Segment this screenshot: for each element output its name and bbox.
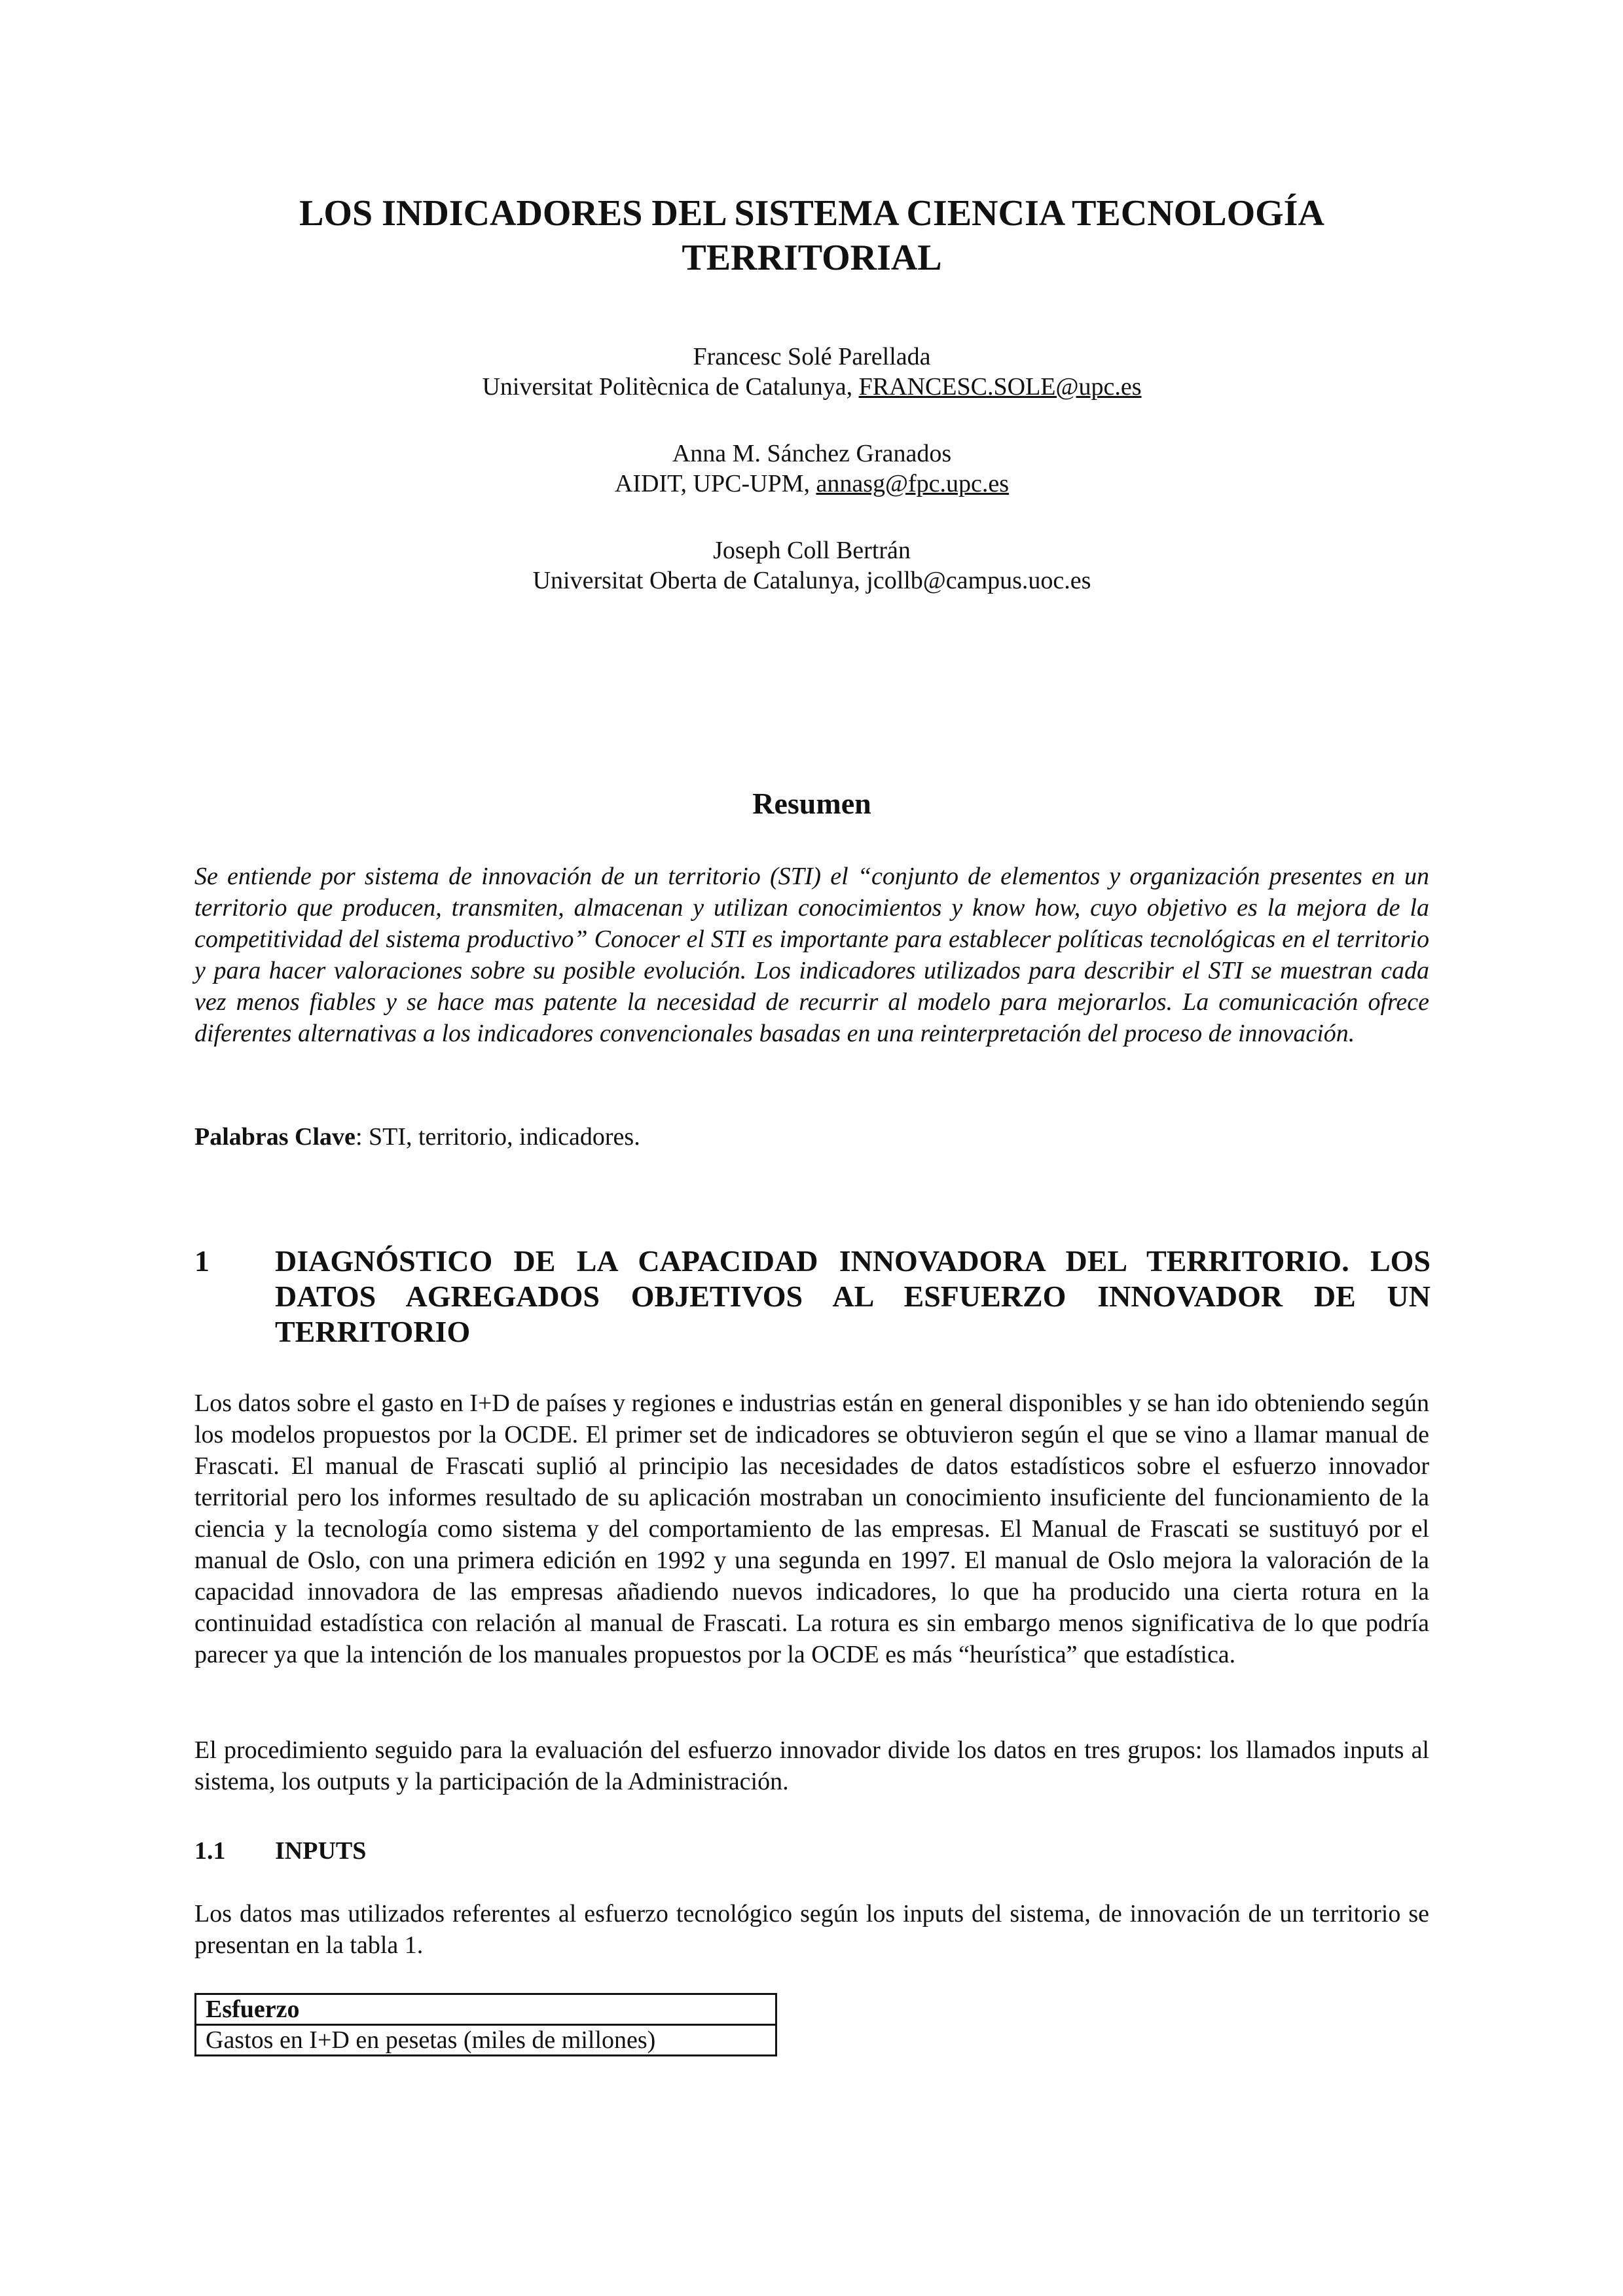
- keywords: [194, 1121, 1429, 1153]
- section-1-1-number: 1.1: [194, 1837, 226, 1865]
- section-1-paragraph-2: El procedimiento seguido para la evaluación del esfuerzo innovador divide los datos en tres grupos: los llamados inputs al sistema, los outputs y la participación de la Administración.: [194, 1736, 1429, 1795]
- section-1-paragraph-1: Los datos sobre el gasto en I+D de países y regiones e industrias están en general disponibles y se han ido obteniendo según los modelos propuestos por la OCDE. El primer set de indicadores se obtuvieron según el que se vino a llamar manual de Frascati. El manual de Frascati suplió al principio las necesidades de datos estadísticos sobre el esfuerzo innovador territorial pero los informes resultado de su aplicación mostraban un conocimiento insuficiente del funcionamiento de la ciencia y la tecnología como sistema y del comportamiento de las empresas. El Manual de Frascati se sustituyó por el manual de Oslo, con una primera edición en 1992 y una segunda en 1997. El manual de Oslo mejora la valoración de la capacidad innovadora de las empresas añadiendo nuevos indicadores, lo que ha producido una cierta rotura en la continuidad estadística con relación al manual de Frascati. La rotura es sin embargo menos significativa de lo que podría parecer ya que la intención de los manuales propuestos por la OCDE es más “heurística” que estadística.: [194, 1390, 1429, 1668]
- author-name: Anna M. Sánchez Granados: [672, 440, 952, 467]
- table-cell: Gastos en I+D en pesetas (miles de millones): [196, 2025, 776, 2056]
- author-name: Joseph Coll Bertrán: [713, 537, 911, 564]
- author-affiliation: AIDIT, UPC-UPM, annasg@fpc.upc.es: [614, 470, 1010, 497]
- author-email-link[interactable]: FRANCESC.SOLE@upc.es: [858, 373, 1142, 401]
- author-email: jcollb@campus.uoc.es: [866, 567, 1091, 594]
- author-1: [196, 342, 1427, 402]
- section-1-number: 1: [194, 1244, 210, 1278]
- author-affiliation: Universitat Oberta de Catalunya, jcollb@campus.uoc.es: [532, 567, 1091, 594]
- section-1-title: DIAGNÓSTICO DE LA CAPACIDAD INNOVADORA DEL TERRITORIO. LOS DATOS AGREGADOS OBJETIVOS AL ESFUERZO INNOVADOR DE UN TERRITORIO: [275, 1244, 1431, 1348]
- author-2: [196, 439, 1427, 499]
- abstract-heading: Resumen: [752, 787, 871, 820]
- section-1-1-title: INPUTS: [275, 1837, 367, 1865]
- author-email-link[interactable]: annasg@fpc.upc.es: [816, 470, 1010, 497]
- author-3: [196, 535, 1427, 596]
- paper-title: [196, 191, 1427, 280]
- table-row: [196, 2025, 776, 2056]
- table-header-row: [196, 1994, 776, 2025]
- title-line-2: TERRITORIAL: [682, 238, 942, 278]
- author-affiliation: Universitat Politècnica de Catalunya, FRANCESC.SOLE@upc.es: [482, 373, 1142, 401]
- keywords-text: : STI, territorio, indicadores.: [355, 1123, 640, 1151]
- table-header-cell: Esfuerzo: [196, 1994, 776, 2025]
- abstract-text: Se entiende por sistema de innovación de un territorio (STI) el “conjunto de elementos y organización presentes en un territorio que producen, transmiten, almacenan y utilizan conocimientos y know how, cuyo objetivo es la mejora de la competitividad del sistema productivo” Conocer el STI es importante para establecer políticas tecnológicas en el territorio y para hacer valoraciones sobre su posible evolución. Los indicadores utilizados para describir el STI se muestran cada vez menos fiables y se hace mas patente la necesidad de recurrir al modelo para mejorarlos. La comunicación ofrece diferentes alternativas a los indicadores convencionales basadas en una reinterpretación del proceso de innovación.: [194, 863, 1429, 1047]
- author-name: Francesc Solé Parellada: [693, 343, 931, 370]
- table-1: [194, 1993, 777, 2056]
- title-line-1: LOS INDICADORES DEL SISTEMA CIENCIA TECNOLOGÍA: [299, 193, 1324, 234]
- keywords-label: Palabras Clave: [194, 1123, 356, 1151]
- section-1-1-paragraph: Los datos mas utilizados referentes al esfuerzo tecnológico según los inputs del sistema, de innovación de un territorio se presentan en la tabla 1.: [194, 1900, 1429, 1959]
